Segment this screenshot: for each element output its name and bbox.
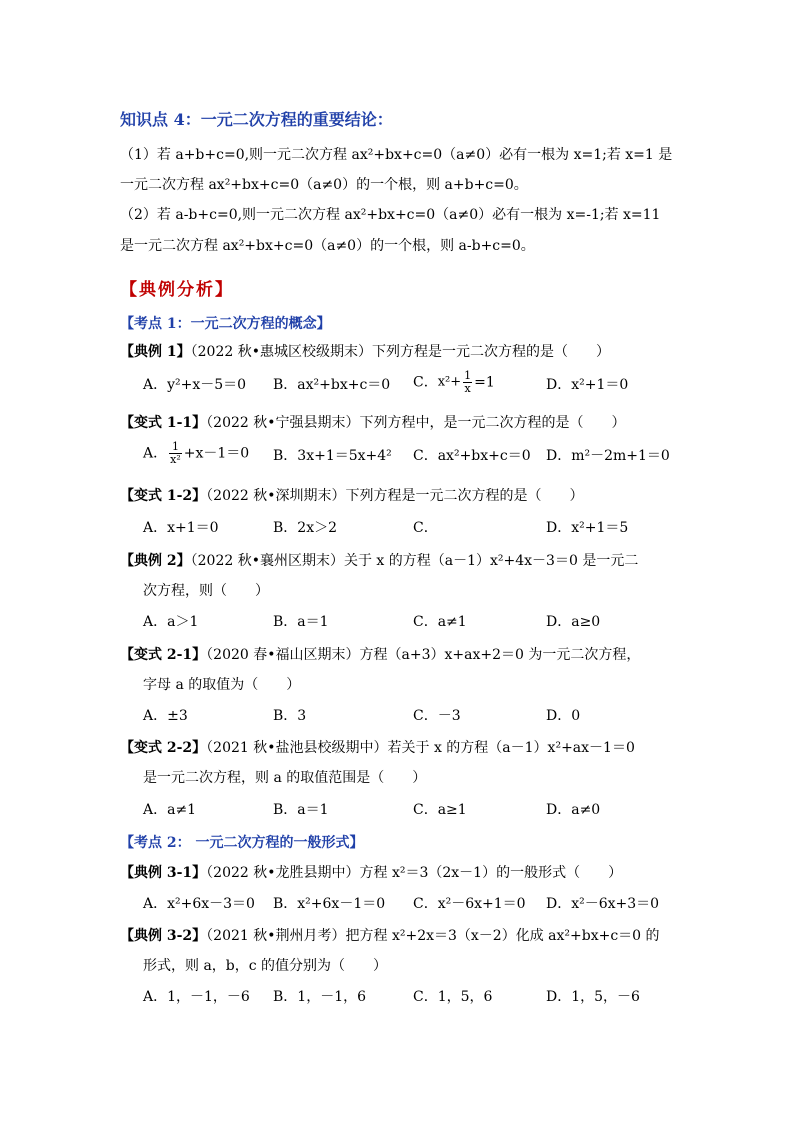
option-a: A．x²+6x－3＝0 (143, 896, 255, 912)
option-a: A．y²+x－5＝0 (143, 377, 247, 393)
question-tag: 【典例 1】 (120, 344, 191, 360)
conclusion-1-line-1: （1）若 a+b+c=0,则一元二次方程 ax²+bx+c=0（a≠0）必有一根为 x=1;若 x=1 是 (120, 147, 673, 163)
option-b: B．3 (273, 708, 307, 724)
option-b: B．2x＞2 (273, 520, 337, 536)
question-5-line-1 (120, 646, 640, 664)
option-d: D．1，5，－6 (546, 989, 640, 1005)
fraction-denominator: x (464, 382, 471, 395)
option-c: C．ax²+bx+c＝0 (413, 448, 531, 464)
option-c: C．a≥1 (413, 802, 467, 818)
question-2 (120, 414, 626, 432)
option-a (143, 441, 249, 466)
option-d: D．0 (546, 708, 581, 724)
question-6-line-1 (120, 739, 635, 757)
option-expr-rest: +x－1＝0 (183, 445, 250, 462)
question-4-line-2: 次方程，则（ ） (143, 583, 269, 599)
question-tag: 【典例 2】 (120, 553, 191, 569)
question-1 (120, 343, 610, 361)
question-tag: 【典例 3-2】 (120, 928, 207, 944)
option-d: D．x²+1＝5 (546, 520, 629, 536)
kaodian-1-heading: 【考点 1：一元二次方程的概念】 (120, 316, 331, 332)
option-a: A．±3 (143, 708, 188, 724)
option-c: C．a≠1 (413, 614, 467, 630)
fraction-numerator: 1 (169, 441, 182, 454)
question-tag: 【变式 1-2】 (120, 488, 207, 504)
question-6-line-2: 是一元二次方程，则 a 的取值范围是（ ） (143, 770, 427, 786)
option-c: C．－3 (413, 708, 461, 724)
option-b: B．1，－1，6 (273, 989, 367, 1005)
question-tag: 【典例 3-1】 (120, 865, 207, 881)
question-stem: （2022 秋•宁强县期末）下列方程中，是一元二次方程的是（ ） (206, 415, 626, 431)
fraction (169, 441, 182, 466)
section-heading: 【典例分析】 (120, 280, 234, 300)
option-c: C．1，5，6 (413, 989, 493, 1005)
conclusion-2-line-1: （2）若 a-b+c=0,则一元二次方程 ax²+bx+c=0（a≠0）必有一根为 x=-1;若 x=11 (120, 207, 661, 223)
option-d: D．a≠0 (546, 802, 601, 818)
question-stem: （2022 秋•龙胜县期中）方程 x²＝3（2x－1）的一般形式（ ） (206, 865, 623, 881)
question-tag: 【变式 2-2】 (120, 740, 207, 756)
option-b: B．3x+1＝5x+4² (273, 448, 392, 464)
option-d: D．x²+1＝0 (546, 377, 629, 393)
option-a: A．a≠1 (143, 802, 197, 818)
question-stem: （2022 秋•深圳期末）下列方程是一元二次方程的是（ ） (206, 488, 584, 504)
question-4-line-1 (120, 552, 638, 570)
question-8-line-1 (120, 927, 660, 945)
option-a: A．a＞1 (143, 614, 199, 630)
question-tag: 【变式 2-1】 (120, 647, 207, 663)
conclusion-1-line-2: 一元二次方程 ax²+bx+c=0（a≠0）的一个根，则 a+b+c=0。 (120, 177, 528, 193)
question-tag: 【变式 1-1】 (120, 415, 207, 431)
fraction (463, 370, 472, 395)
fraction-numerator: 1 (464, 369, 472, 382)
option-b: B．a＝1 (273, 614, 329, 630)
question-3 (120, 487, 584, 505)
question-5-line-2: 字母 a 的取值为（ ） (143, 677, 301, 693)
option-c: C．x²－6x+1＝0 (413, 896, 526, 912)
question-stem: （2020 春•福山区期末）方程（a+3）x+ax+2＝0 为一元二次方程， (206, 647, 641, 663)
question-8-line-2: 形式，则 a，b，c 的值分别为（ ） (143, 958, 388, 974)
option-b: B．ax²+bx+c＝0 (273, 377, 391, 393)
option-c: C． (413, 520, 438, 536)
option-label: C． (413, 374, 438, 391)
question-stem: （2022 秋•惠城区校级期末）下列方程是一元二次方程的是（ ） (190, 344, 610, 360)
option-b: B．a＝1 (273, 802, 329, 818)
option-c (413, 370, 495, 395)
option-d: D．x²－6x+3＝0 (546, 896, 660, 912)
option-expr-left: x²+ (437, 374, 462, 390)
question-7 (120, 864, 622, 882)
fraction-denominator: x² (170, 453, 181, 466)
option-a: A．x+1＝0 (143, 520, 219, 536)
page-title: 知识点 4：一元二次方程的重要结论： (120, 110, 393, 129)
kaodian-2-heading: 【考点 2： 一元二次方程的一般形式】 (120, 835, 364, 851)
option-d: D．a≥0 (546, 614, 601, 630)
question-stem: （2021 秋•荆州月考）把方程 x²+2x＝3（x－2）化成 ax²+bx+c＝0 的 (206, 928, 660, 944)
option-label: A． (143, 445, 168, 462)
option-d: D．m²－2m+1＝0 (546, 448, 670, 464)
option-a: A．1，－1，－6 (143, 989, 250, 1005)
option-expr-right: =1 (474, 374, 495, 391)
option-b: B．x²+6x－1＝0 (273, 896, 386, 912)
question-stem: （2021 秋•盐池县校级期中）若关于 x 的方程（a－1）x²+ax－1＝0 (206, 740, 635, 756)
conclusion-2-line-2: 是一元二次方程 ax²+bx+c=0（a≠0）的一个根，则 a-b+c=0。 (120, 238, 535, 254)
question-stem: （2022 秋•襄州区期末）关于 x 的方程（a－1）x²+4x－3＝0 是一元二 (190, 553, 639, 569)
